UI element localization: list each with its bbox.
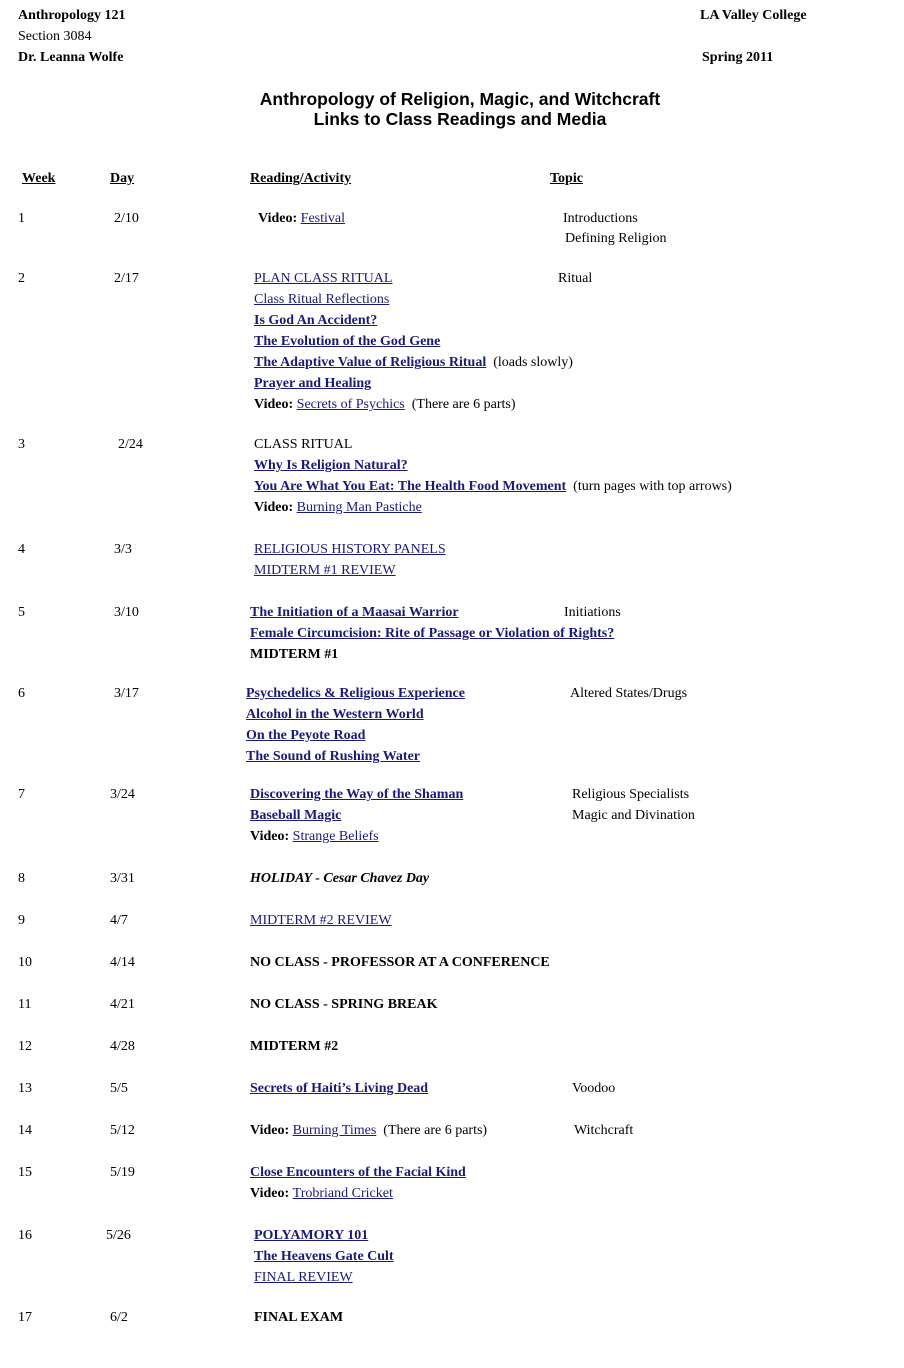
week-number: 11 — [18, 997, 32, 1012]
reading-item — [250, 647, 338, 663]
section-number: Section 3084 — [18, 29, 92, 44]
reading-link[interactable]: The Initiation of a Maasai Warrior — [250, 605, 459, 620]
reading-item — [254, 334, 440, 350]
week-number: 10 — [18, 955, 32, 970]
reading-item — [254, 479, 732, 495]
reading-item — [250, 913, 392, 929]
reading-link[interactable]: MIDTERM #2 REVIEW — [250, 913, 392, 928]
week-number: 15 — [18, 1165, 32, 1180]
reading-item — [254, 458, 408, 474]
topic-label: Initiations — [564, 605, 621, 620]
reading-link[interactable]: Secrets of Psychics — [296, 397, 405, 412]
page-title: Anthropology of Religion, Magic, and Witchcraft — [259, 89, 661, 109]
reading-item — [254, 1270, 353, 1286]
topic-label: Ritual — [558, 271, 593, 286]
reading-link[interactable]: Strange Beliefs — [292, 829, 379, 844]
week-number: 13 — [18, 1081, 32, 1096]
reading-link[interactable]: The Sound of Rushing Water — [246, 749, 421, 764]
reading-link[interactable]: Alcohol in the Western World — [246, 707, 424, 722]
reading-link[interactable]: Why Is Religion Natural? — [254, 458, 408, 473]
class-date: 3/3 — [114, 542, 132, 557]
reading-item — [246, 749, 420, 765]
reading-item — [254, 376, 371, 392]
reading-item — [250, 605, 459, 621]
reading-link[interactable]: POLYAMORY 101 — [254, 1228, 369, 1243]
reading-item — [250, 955, 550, 971]
column-header-reading: Reading/Activity — [250, 171, 352, 186]
video-label: Video: — [258, 211, 301, 226]
reading-link[interactable]: The Evolution of the God Gene — [254, 334, 441, 349]
reading-item — [250, 787, 463, 803]
column-header-week: Week — [22, 171, 56, 186]
activity-text: NO CLASS - PROFESSOR AT A CONFERENCE — [250, 955, 550, 970]
reading-link[interactable]: Baseball Magic — [250, 808, 342, 823]
reading-link[interactable]: The Heavens Gate Cult — [254, 1249, 394, 1264]
reading-link[interactable]: Prayer and Healing — [254, 376, 372, 391]
reading-link[interactable]: RELIGIOUS HISTORY PANELS — [254, 542, 446, 557]
activity-text: HOLIDAY - Cesar Chavez Day — [250, 871, 430, 886]
reading-item — [250, 1081, 428, 1097]
reading-item — [254, 271, 392, 287]
topic-label: Altered States/Drugs — [570, 686, 688, 701]
reading-item — [250, 1039, 338, 1055]
reading-item — [254, 355, 573, 371]
reading-link[interactable]: Burning Man Pastiche — [296, 500, 422, 515]
reading-item — [246, 728, 365, 744]
reading-item — [254, 437, 352, 453]
week-number: 4 — [18, 542, 25, 557]
reading-link[interactable]: Class Ritual Reflections — [254, 292, 390, 307]
week-number: 17 — [18, 1310, 32, 1325]
reading-item — [250, 626, 614, 642]
video-label: Video: — [250, 1123, 293, 1138]
class-date: 5/12 — [110, 1123, 135, 1138]
reading-link[interactable]: The Adaptive Value of Religious Ritual — [254, 355, 487, 370]
reading-link[interactable]: FINAL REVIEW — [254, 1270, 353, 1285]
activity-text: MIDTERM #1 — [250, 647, 339, 662]
reading-item — [250, 997, 437, 1013]
reading-link[interactable]: Burning Times — [292, 1123, 377, 1138]
column-header-day: Day — [110, 171, 135, 186]
class-date: 5/5 — [110, 1081, 128, 1096]
topic-label: Witchcraft — [574, 1123, 634, 1138]
activity-text: FINAL EXAM — [254, 1310, 344, 1325]
reading-link[interactable]: Secrets of Haiti’s Living Dead — [250, 1081, 429, 1096]
class-date: 2/17 — [114, 271, 139, 286]
reading-note: (There are 6 parts) — [376, 1123, 488, 1138]
reading-item — [254, 397, 516, 413]
reading-item — [246, 686, 465, 702]
week-number: 12 — [18, 1039, 32, 1054]
activity-text: MIDTERM #2 — [250, 1039, 339, 1054]
reading-item — [254, 563, 396, 579]
reading-item — [250, 808, 341, 824]
reading-link[interactable]: Is God An Accident? — [254, 313, 378, 328]
activity-text: CLASS RITUAL — [254, 437, 353, 452]
week-number: 8 — [18, 871, 25, 886]
class-date: 3/24 — [110, 787, 135, 802]
course-name: Anthropology 121 — [18, 8, 126, 23]
reading-link[interactable]: PLAN CLASS RITUAL — [254, 271, 393, 286]
video-label: Video: — [250, 829, 293, 844]
topic-label: Voodoo — [572, 1081, 616, 1096]
activity-text: NO CLASS - SPRING BREAK — [250, 997, 438, 1012]
instructor-name: Dr. Leanna Wolfe — [18, 50, 124, 65]
class-date: 2/10 — [114, 211, 139, 226]
reading-item — [254, 313, 377, 329]
week-number: 2 — [18, 271, 25, 286]
class-date: 4/21 — [110, 997, 135, 1012]
class-date: 4/28 — [110, 1039, 135, 1054]
week-number: 3 — [18, 437, 25, 452]
reading-item — [254, 542, 446, 558]
reading-note: (There are 6 parts) — [404, 397, 516, 412]
class-date: 5/19 — [110, 1165, 135, 1180]
week-number: 1 — [18, 211, 25, 226]
reading-item — [254, 292, 389, 308]
reading-link[interactable]: You Are What You Eat: The Health Food Movement — [254, 479, 567, 494]
week-number: 5 — [18, 605, 25, 620]
reading-link[interactable]: Discovering the Way of the Shaman — [250, 787, 464, 802]
class-date: 4/14 — [110, 955, 135, 970]
reading-item — [254, 1310, 343, 1326]
class-date: 3/31 — [110, 871, 135, 886]
reading-link[interactable]: MIDTERM #1 REVIEW — [254, 563, 396, 578]
week-number: 14 — [18, 1123, 32, 1138]
week-number: 7 — [18, 787, 25, 802]
reading-item — [258, 211, 345, 227]
reading-note: (loads slowly) — [486, 355, 573, 370]
video-label: Video: — [254, 500, 297, 515]
topic-label: Magic and Divination — [572, 808, 695, 823]
reading-item — [250, 871, 429, 887]
page-subtitle: Links to Class Readings and Media — [313, 109, 607, 129]
class-date: 6/2 — [110, 1310, 128, 1325]
week-number: 16 — [18, 1228, 32, 1243]
reading-item — [254, 1228, 368, 1244]
week-number: 6 — [18, 686, 25, 701]
class-date: 3/10 — [114, 605, 139, 620]
class-date: 3/17 — [114, 686, 139, 701]
reading-item — [254, 500, 422, 516]
reading-item — [250, 1165, 466, 1181]
reading-link[interactable]: Psychedelics & Religious Experience — [246, 686, 465, 701]
video-label: Video: — [254, 397, 297, 412]
reading-link[interactable]: Female Circumcision: Rite of Passage or Violation of Rights? — [250, 626, 615, 641]
reading-link[interactable]: Close Encounters of the Facial Kind — [250, 1165, 466, 1180]
topic-label: Introductions — [563, 211, 638, 226]
video-label: Video: — [250, 1186, 293, 1201]
topic-label: Religious Specialists — [572, 787, 690, 802]
college-name: LA Valley College — [700, 8, 807, 23]
class-date: 4/7 — [110, 913, 128, 928]
reading-link[interactable]: Trobriand Cricket — [292, 1186, 393, 1201]
reading-link[interactable]: Festival — [300, 211, 345, 226]
reading-item — [254, 1249, 394, 1265]
column-header-topic: Topic — [550, 171, 583, 186]
week-number: 9 — [18, 913, 25, 928]
reading-item — [250, 1123, 487, 1139]
reading-link[interactable]: On the Peyote Road — [246, 728, 366, 743]
reading-item — [250, 1186, 393, 1202]
class-date: 5/26 — [106, 1228, 131, 1243]
reading-item — [250, 829, 379, 845]
reading-item — [246, 707, 424, 723]
term: Spring 2011 — [702, 50, 774, 65]
topic-label: Defining Religion — [565, 231, 667, 246]
class-date: 2/24 — [118, 437, 143, 452]
reading-note: (turn pages with top arrows) — [566, 479, 732, 494]
